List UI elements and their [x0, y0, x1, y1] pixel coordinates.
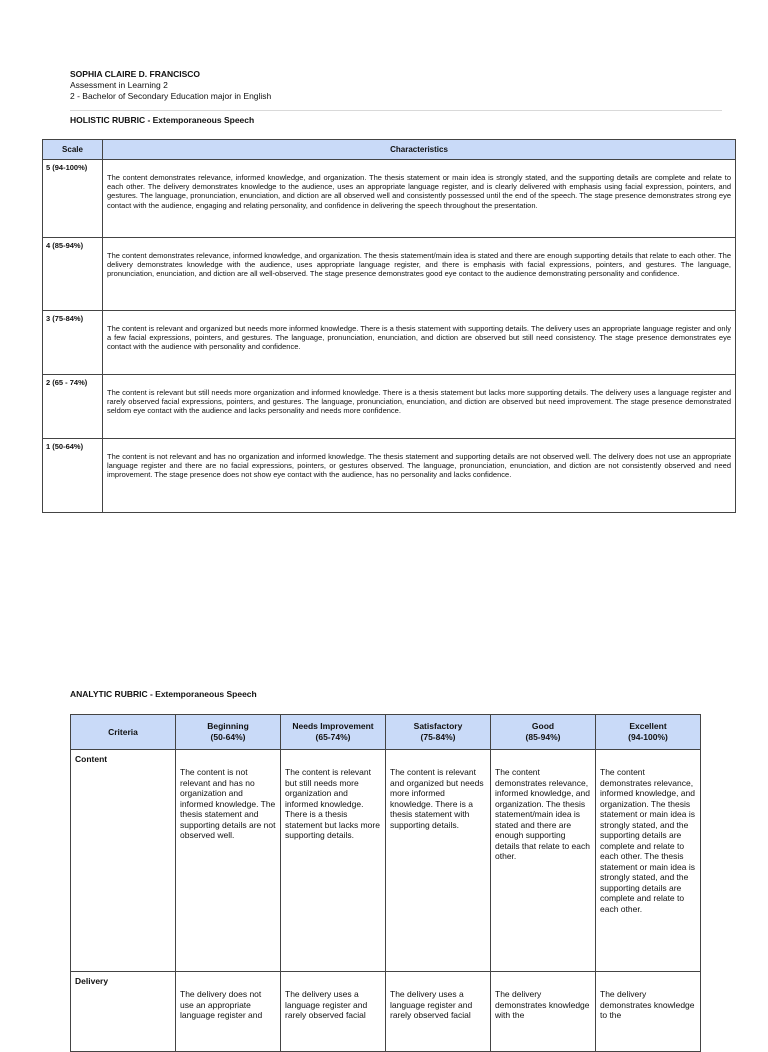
table-row [43, 311, 736, 375]
scale-cell: 2 (65 - 74%) [43, 375, 103, 439]
table-row [43, 375, 736, 439]
criteria-column-header [71, 715, 176, 750]
column-header-range: (75-84%) [420, 732, 456, 742]
scale-cell: 4 (85-94%) [43, 238, 103, 311]
characteristics-column-header: Characteristics [103, 140, 736, 160]
rubric-cell: The delivery does not use an appropriate language register and [176, 972, 281, 1052]
column-header-label: Good [531, 721, 555, 731]
analytic-rubric-table [70, 714, 701, 1052]
header-divider [70, 110, 722, 111]
beginning-column-header [176, 715, 281, 750]
excellent-column-header [596, 715, 701, 750]
table-row [43, 439, 736, 513]
scale-cell: 5 (94-100%) [43, 160, 103, 238]
column-header-range: (85-94%) [525, 732, 561, 742]
document-header [70, 69, 271, 102]
table-row [43, 160, 736, 238]
good-column-header [491, 715, 596, 750]
rubric-cell: The delivery uses a language register and rarely observed facial [281, 972, 386, 1052]
rubric-cell: The content is relevant and organized but needs more informed knowledge. There is a thesis statement with supporting details. [386, 750, 491, 972]
analytic-rubric-title: ANALYTIC RUBRIC - Extemporaneous Speech [70, 689, 257, 699]
rubric-cell: The content is relevant but still needs more organization and informed knowledge. There is a thesis statement but lacks more supporting details. [281, 750, 386, 972]
rubric-cell: The delivery uses a language register and rarely observed facial [386, 972, 491, 1052]
holistic-rubric-title: HOLISTIC RUBRIC - Extemporaneous Speech [70, 115, 255, 125]
analytic-header-row [71, 715, 701, 750]
criteria-cell: Content [71, 750, 176, 972]
column-header-label: Excellent [629, 721, 667, 731]
scale-cell: 3 (75-84%) [43, 311, 103, 375]
student-name: SOPHIA CLAIRE D. FRANCISCO [70, 69, 201, 79]
scale-cell: 1 (50-64%) [43, 439, 103, 513]
criteria-cell: Delivery [71, 972, 176, 1052]
rubric-cell: The content demonstrates relevance, informed knowledge, and organization. The thesis statement/main idea is stated and there are enough supporting details that relate to each other. [491, 750, 596, 972]
column-header-range: (50-64%) [210, 732, 246, 742]
holistic-header-row [43, 140, 736, 160]
column-header-label: Beginning [207, 721, 249, 731]
column-header-label: Criteria [108, 726, 138, 737]
column-header-label: Satisfactory [413, 721, 463, 731]
table-row [71, 972, 701, 1052]
course-name: Assessment in Learning 2 [70, 80, 168, 90]
table-row [71, 750, 701, 972]
characteristics-cell: The content is relevant but still needs more organization and informed knowledge. There is a thesis statement but lacks more supporting details. The delivery uses a language register and rarely observed facial expressions, pointers, and gestures. The language, pronunciation, enunciation, and diction are observed but need improvement. The stage presence demonstrated seldom eye contact with the audience and lacks personality and needs more confidence. [103, 375, 736, 439]
characteristics-cell: The content demonstrates relevance, informed knowledge, and organization. The thesis statement or main idea is strongly stated, and the supporting details are complete and relate to each other. The delivery demonstrates knowledge to the audience, uses an appropriate language register, and is clearly delivered with emphasis using facial expression, pointers, and gestures. The language, pronunciation, enunciation, and diction are all observed well and consistently possessed until the end of the speech. The stage presence demonstrates strong eye contact with the audience, engaging and relating personality, and confidence in delivering the speech throughout the presentation. [103, 160, 736, 238]
column-header-label: Needs Improvement [292, 721, 374, 731]
characteristics-cell: The content is not relevant and has no organization and informed knowledge. The thesis statement and supporting details are not observed well. The delivery does not use an appropriate language register and there are no facial expressions, pointers, or gestures observed. The language, pronunciation, enunciation, and diction are not consistently observed and need improvement. The stage presence does not show eye contact with the audience, has no personality and lacks confidence. [103, 439, 736, 513]
characteristics-cell: The content is relevant and organized but needs more informed knowledge. There is a thesis statement with supporting details. The delivery uses an appropriate language register and only a few facial expressions, pointers, and gestures. The language, pronunciation, enunciation, and diction are observed but still need consistency. The stage presence demonstrates eye contact with the audience with personality and confidence. [103, 311, 736, 375]
program-name: 2 - Bachelor of Secondary Education major in English [70, 91, 272, 101]
needs-improvement-column-header [281, 715, 386, 750]
rubric-cell: The delivery demonstrates knowledge to the [596, 972, 701, 1052]
table-row [43, 238, 736, 311]
characteristics-cell: The content demonstrates relevance, informed knowledge, and organization. The thesis statement/main idea is stated and there are enough supporting details that relate to each other. The delivery demonstrates knowledge with the audience, uses appropriate language register, and there is emphasis with facial expressions, pointers, and gestures. The language, pronunciation, enunciation, and diction are all well-observed. The stage presence demonstrates good eye contact to the audience demonstrating personality and confidence. [103, 238, 736, 311]
holistic-rubric-table [42, 139, 736, 513]
satisfactory-column-header [386, 715, 491, 750]
rubric-cell: The content demonstrates relevance, informed knowledge, and organization. The thesis statement or main idea is strongly stated, and the supporting details are complete and relate to each other. The thesis statement or main idea is strongly stated, and the supporting details are complete and relate to each other. [596, 750, 701, 972]
column-header-range: (65-74%) [315, 732, 351, 742]
rubric-cell: The delivery demonstrates knowledge with the [491, 972, 596, 1052]
rubric-cell: The content is not relevant and has no organization and informed knowledge. The thesis statement and supporting details are not observed well. [176, 750, 281, 972]
column-header-range: (94-100%) [628, 732, 668, 742]
scale-column-header: Scale [43, 140, 103, 160]
